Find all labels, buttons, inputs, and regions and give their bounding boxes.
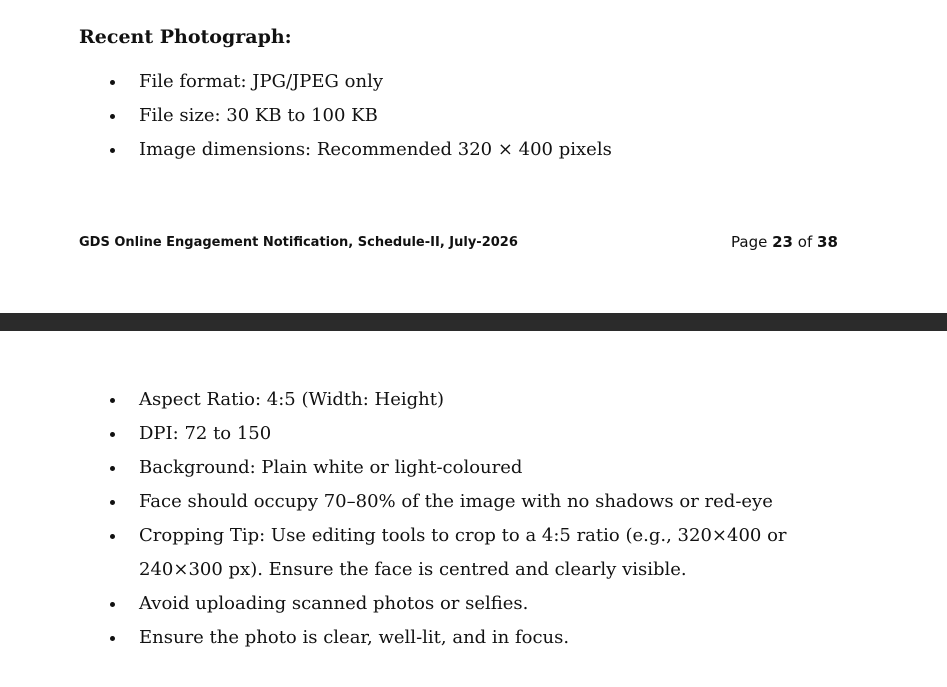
- list-item-text: Cropping Tip: Use editing tools to crop to a 4:5 ratio (e.g., 320×400 or 240×300 px). Ensure the face is centred and clearly visible.: [139, 525, 787, 580]
- list-item: [0, 621, 947, 655]
- current-page-number: 23: [772, 233, 793, 251]
- list-item-text: Face should occupy 70–80% of the image with no shadows or red-eye: [139, 491, 773, 512]
- bullet-icon: [110, 602, 115, 607]
- list-item-text: File size: 30 KB to 100 KB: [139, 105, 378, 126]
- list-item: [0, 133, 947, 167]
- list-item: [0, 485, 947, 519]
- list-item-text: Background: Plain white or light-coloured: [139, 457, 523, 478]
- page-separator: [0, 313, 947, 331]
- photo-requirements-list: [0, 65, 947, 167]
- list-item-text: File format: JPG/JPEG only: [139, 71, 383, 92]
- list-item-text: Image dimensions: Recommended 320 × 400 pixels: [139, 139, 612, 160]
- of-word: of: [797, 233, 813, 251]
- bullet-icon: [110, 398, 115, 403]
- bullet-icon: [110, 466, 115, 471]
- section-heading: Recent Photograph:: [79, 26, 292, 48]
- bullet-icon: [110, 148, 115, 153]
- list-item: [0, 451, 947, 485]
- total-pages-number: 38: [817, 233, 838, 251]
- list-item: [0, 383, 947, 417]
- bullet-icon: [110, 114, 115, 119]
- bullet-icon: [110, 80, 115, 85]
- page-footer-title: GDS Online Engagement Notification, Schedule-II, July-2026: [79, 235, 518, 250]
- page-word: Page: [731, 233, 768, 251]
- list-item: [0, 65, 947, 99]
- list-item-text: Avoid uploading scanned photos or selfies.: [139, 593, 529, 614]
- bullet-icon: [110, 432, 115, 437]
- list-item: [0, 99, 947, 133]
- bullet-icon: [110, 534, 115, 539]
- list-item-text: Aspect Ratio: 4:5 (Width: Height): [139, 389, 445, 410]
- list-item-text: DPI: 72 to 150: [139, 423, 272, 444]
- document-page-bottom: [0, 331, 947, 687]
- list-item-text: Ensure the photo is clear, well-lit, and in focus.: [139, 627, 570, 648]
- page-number: [731, 233, 838, 251]
- photo-guidelines-list: [0, 383, 947, 655]
- bullet-icon: [110, 636, 115, 641]
- list-item: [0, 587, 947, 621]
- list-item: [0, 417, 947, 451]
- list-item: [0, 519, 839, 587]
- document-page-top: [0, 0, 947, 313]
- bullet-icon: [110, 500, 115, 505]
